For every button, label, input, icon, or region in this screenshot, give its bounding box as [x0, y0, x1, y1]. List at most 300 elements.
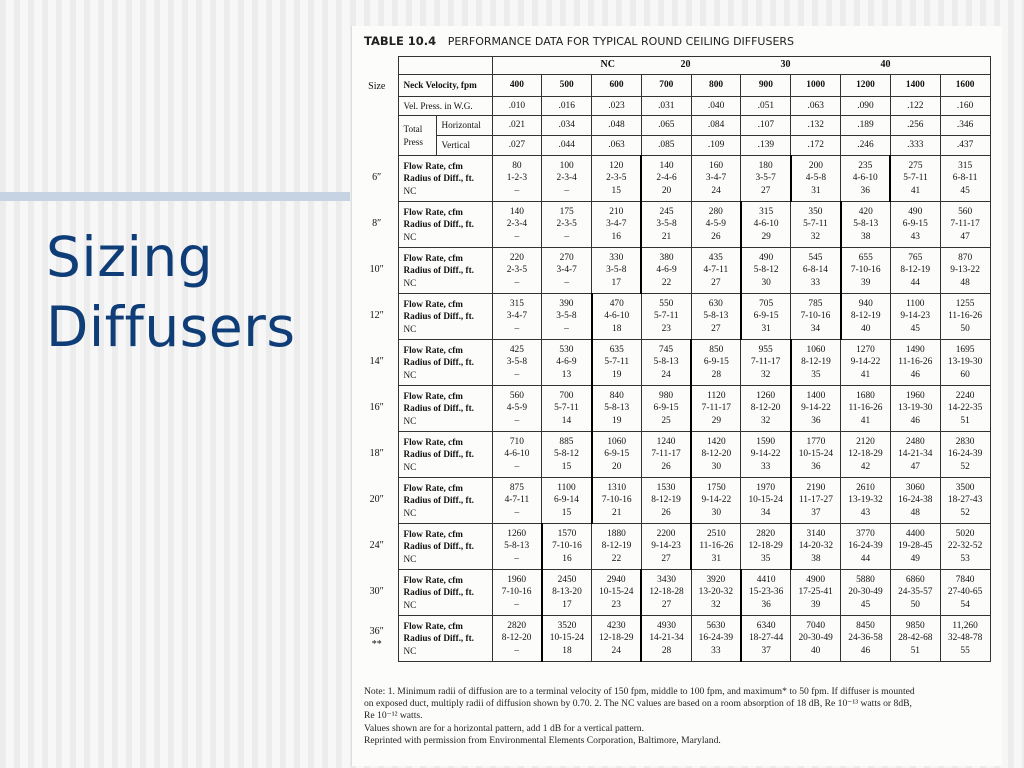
nc-value: 54	[960, 599, 970, 610]
flow-rate-value: 1270	[856, 344, 875, 355]
row-label: Radius of Diff., ft.	[403, 587, 474, 598]
nc-value: 36	[860, 185, 870, 196]
nc-value: 44	[860, 553, 871, 564]
size-row	[356, 570, 990, 616]
performance-cell	[940, 156, 990, 202]
flow-rate-value: 4230	[606, 620, 626, 631]
row-labels	[398, 478, 492, 524]
nc-value: –	[514, 553, 519, 564]
flow-rate-value: 220	[509, 252, 524, 263]
row-label: Radius of Diff., ft.	[403, 633, 474, 644]
flow-rate-value: 1680	[856, 390, 875, 401]
nc-value: 20	[612, 461, 622, 472]
horizontal-press-row	[356, 116, 990, 136]
row-label: Radius of Diff., ft.	[403, 173, 474, 184]
performance-cell	[791, 340, 841, 386]
radius-value: 15-23-36	[748, 587, 784, 598]
performance-cell	[741, 478, 791, 524]
performance-cell	[791, 524, 841, 570]
performance-cell	[741, 570, 791, 616]
radius-value: 5-7-11	[653, 311, 679, 322]
performance-cell	[890, 616, 940, 662]
radius-value: 28-42-68	[898, 633, 933, 644]
performance-cell	[542, 156, 592, 202]
flow-rate-value: 3430	[657, 574, 676, 585]
nc-value: 51	[910, 645, 920, 656]
flow-rate-value: 5020	[955, 528, 975, 539]
performance-cell	[592, 156, 642, 202]
radius-value: 16-24-39	[848, 541, 883, 552]
performance-cell	[542, 570, 592, 616]
radius-value: 8-12-20	[750, 403, 781, 414]
row-label: Flow Rate, cfm	[403, 160, 463, 171]
radius-value: 2-3-4	[556, 173, 577, 184]
size-cell	[356, 386, 398, 432]
nc-value: –	[514, 369, 520, 380]
row-label: Flow Rate, cfm	[403, 528, 463, 539]
radius-value: 11-16-26	[898, 357, 933, 368]
nc-value: 50	[960, 323, 970, 334]
neck-velocity-value: 1200	[841, 75, 891, 97]
radius-value: 3-5-7	[755, 173, 776, 184]
horizontal-press-value: .256	[890, 116, 940, 136]
radius-value: 8-12-20	[501, 633, 532, 644]
radius-value: 3-5-8	[656, 219, 677, 230]
performance-cell	[741, 524, 791, 570]
nc-value: 47	[910, 461, 920, 472]
size-row	[356, 524, 990, 570]
nc-value: 45	[960, 185, 970, 196]
flow-rate-value: 1240	[656, 436, 676, 447]
radius-value: 8-12-19	[651, 495, 681, 506]
radius-value: 14-20-32	[798, 541, 834, 552]
size-value: 30″	[369, 586, 384, 598]
performance-cell	[592, 524, 642, 570]
size-header: Size	[368, 80, 386, 92]
nc-value: 33	[760, 461, 771, 472]
nc-value: 36	[761, 599, 771, 610]
performance-cell	[940, 248, 990, 294]
flow-rate-value: 560	[509, 390, 524, 401]
row-labels	[398, 570, 492, 616]
nc-value: 35	[760, 553, 771, 564]
nc-value: –	[514, 323, 520, 334]
radius-value: 11-17-27	[798, 495, 833, 506]
title-divider-band	[0, 192, 350, 201]
performance-cell	[741, 340, 791, 386]
performance-cell	[542, 294, 592, 340]
horizontal-press-value: .132	[791, 116, 841, 136]
performance-cell	[542, 478, 592, 524]
radius-value: 5-8-12	[753, 265, 779, 276]
row-labels	[398, 524, 492, 570]
row-label: NC	[403, 507, 417, 518]
flow-rate-value: 315	[958, 160, 973, 171]
vel-press-value: .090	[841, 97, 891, 116]
nc-value: 30	[711, 461, 722, 472]
nc-value: 32	[760, 369, 771, 380]
radius-value: 3-5-8	[606, 265, 627, 276]
nc-value: 32	[810, 231, 821, 242]
nc-value: 24	[611, 645, 621, 656]
slide-title	[46, 222, 346, 362]
size-value: 12″	[369, 310, 384, 322]
nc-value: 45	[860, 599, 871, 610]
performance-cell	[841, 570, 891, 616]
radius-value: 8-12-20	[701, 449, 732, 460]
performance-cell	[492, 294, 542, 340]
radius-value: 16-24-39	[698, 633, 734, 644]
nc-value: 19	[612, 369, 622, 380]
flow-rate-value: 140	[659, 160, 674, 171]
row-label: Flow Rate, cfm	[403, 436, 463, 447]
performance-cell	[492, 340, 542, 386]
flow-rate-value: 380	[659, 252, 674, 263]
radius-value: 9-14-22	[850, 357, 881, 368]
performance-cell	[542, 432, 592, 478]
row-label: NC	[403, 461, 417, 472]
flow-rate-value: 275	[908, 160, 923, 171]
performance-cell	[592, 570, 642, 616]
size-cell	[356, 202, 398, 248]
flow-rate-value: 1530	[656, 482, 676, 493]
performance-cell	[890, 294, 940, 340]
radius-value: 4-7-11	[504, 495, 530, 506]
neck-velocity-value: 1400	[890, 75, 940, 97]
neck-velocity-value: 500	[542, 75, 592, 97]
radius-value: 11-16-26	[948, 311, 983, 322]
flow-rate-value: 4900	[806, 574, 826, 585]
performance-cell	[741, 248, 791, 294]
nc-value: 34	[760, 507, 771, 518]
radius-value: 5-8-13	[653, 357, 679, 368]
radius-value: 2-3-5	[606, 173, 627, 184]
neck-velocity-value: 1000	[791, 75, 841, 97]
performance-cell	[641, 156, 691, 202]
radius-value: 10-15-24	[798, 449, 834, 460]
vertical-press-value: .139	[741, 136, 791, 156]
nc-value: 27	[711, 277, 721, 288]
flow-rate-value: 2200	[656, 528, 676, 539]
horizontal-press-value: .084	[691, 116, 741, 136]
performance-cell	[492, 616, 542, 662]
radius-value: 1-2-3	[506, 173, 528, 184]
row-label: NC	[403, 185, 417, 196]
flow-rate-value: 1490	[905, 344, 925, 355]
size-row	[356, 478, 990, 524]
performance-cell	[890, 386, 940, 432]
flow-rate-value: 2190	[806, 482, 826, 493]
radius-value: 2-4-6	[656, 173, 677, 184]
flow-rate-value: 1770	[806, 436, 826, 447]
table-number: TABLE 10.4	[364, 34, 437, 48]
nc-value: 31	[761, 323, 771, 334]
radius-value: 4-5-8	[805, 173, 827, 184]
row-label: Flow Rate, cfm	[403, 482, 463, 493]
flow-rate-value: 270	[559, 252, 574, 263]
size-value: 8″	[372, 218, 382, 230]
radius-value: 6-9-15	[604, 449, 630, 460]
performance-cell	[791, 616, 841, 662]
flow-rate-value: 425	[509, 344, 524, 355]
radius-value: 4-6-10	[753, 219, 779, 230]
performance-cell	[841, 156, 891, 202]
nc-value: 27	[760, 185, 771, 196]
row-label: NC	[403, 323, 417, 334]
vertical-press-value: .109	[691, 136, 741, 156]
radius-value: 24-35-57	[898, 587, 933, 598]
nc-value: 21	[612, 507, 622, 518]
flow-rate-value: 840	[609, 390, 624, 401]
nc-value: 15	[611, 185, 621, 196]
row-label: Radius of Diff., ft.	[403, 541, 474, 552]
nc-value: 35	[811, 369, 821, 380]
performance-cell	[641, 524, 691, 570]
row-labels	[398, 340, 492, 386]
nc-value: 24	[661, 369, 671, 380]
flow-rate-value: 7840	[955, 574, 975, 585]
flow-rate-value: 2480	[905, 436, 925, 447]
row-label: Flow Rate, cfm	[403, 574, 463, 585]
row-label: NC	[403, 369, 417, 380]
flow-rate-value: 2820	[756, 528, 775, 539]
performance-cell	[592, 432, 642, 478]
performance-cell	[841, 202, 891, 248]
nc-value: –	[514, 185, 520, 196]
performance-cell	[890, 156, 940, 202]
flow-rate-value: 330	[609, 252, 624, 263]
nc-value: 17	[562, 599, 572, 610]
radius-value: 6-9-15	[653, 403, 679, 414]
neck-velocity-value: 1600	[940, 75, 990, 97]
flow-rate-value: 6340	[756, 620, 776, 631]
nc-value: 31	[711, 553, 722, 564]
performance-cell	[791, 386, 841, 432]
performance-cell	[940, 340, 990, 386]
flow-rate-value: 4930	[657, 620, 676, 631]
radius-value: 20-30-49	[798, 633, 833, 644]
flow-rate-value: 1060	[607, 436, 627, 447]
horizontal-label: Horizontal	[436, 116, 492, 136]
radius-value: 11-16-26	[848, 403, 883, 414]
radius-value: 6-9-14	[553, 495, 579, 506]
performance-cell	[641, 570, 691, 616]
row-labels	[398, 616, 492, 662]
performance-table-body	[356, 57, 990, 662]
performance-cell	[791, 202, 841, 248]
flow-rate-value: 1260	[507, 528, 527, 539]
slide-title-line-2: Diffusers	[46, 295, 296, 359]
performance-cell	[492, 432, 542, 478]
flow-rate-value: 245	[659, 206, 674, 217]
neck-velocity-value: 400	[492, 75, 542, 97]
size-value: 16″	[369, 402, 384, 414]
size-cell	[356, 156, 398, 202]
nc-value: 18	[612, 323, 622, 334]
performance-cell	[542, 340, 592, 386]
radius-value: 12-18-28	[649, 587, 684, 598]
radius-value: 3-5-8	[556, 311, 577, 322]
performance-cell	[691, 294, 741, 340]
nc-value: 36	[811, 461, 821, 472]
row-labels	[398, 156, 492, 202]
flow-rate-value: 545	[808, 252, 823, 263]
flow-rate-value: 315	[759, 206, 774, 217]
note-line: Reprinted with permission from Environmental Elements Corporation, Baltimore, Maryland.	[364, 734, 721, 746]
size-value: 6″	[372, 172, 382, 184]
flow-rate-value: 350	[808, 206, 823, 217]
performance-cell	[890, 478, 940, 524]
radius-value: 8-12-19	[900, 265, 931, 276]
nc-value: –	[514, 461, 520, 472]
flow-rate-value: 1970	[756, 482, 775, 493]
radius-value: 5-8-12	[553, 449, 579, 460]
nc-header-cell	[492, 57, 990, 75]
nc-value: 43	[860, 507, 871, 518]
performance-cell	[841, 340, 891, 386]
performance-cell	[791, 156, 841, 202]
radius-value: 13-19-32	[848, 495, 883, 506]
nc-value: 33	[711, 645, 721, 656]
performance-cell	[691, 524, 741, 570]
flow-rate-value: 1960	[905, 390, 925, 401]
nc-value: –	[564, 185, 570, 196]
nc-value: 45	[910, 323, 920, 334]
neck-velocity-value: 800	[691, 75, 741, 97]
row-label: Radius of Diff., ft.	[403, 495, 474, 506]
size-row	[356, 248, 990, 294]
radius-value: 12-18-29	[599, 633, 634, 644]
row-label: Flow Rate, cfm	[403, 298, 463, 309]
radius-value: 5-8-13	[703, 311, 729, 322]
flow-rate-value: 4410	[756, 574, 776, 585]
row-label: NC	[403, 645, 417, 656]
size-value: 20″	[369, 494, 384, 506]
nc-value: 39	[861, 277, 871, 288]
flow-rate-value: 9850	[905, 620, 925, 631]
flow-rate-value: 2450	[557, 574, 577, 585]
size-note: **	[371, 638, 382, 650]
performance-cell	[592, 340, 642, 386]
performance-cell	[940, 202, 990, 248]
performance-cell	[691, 202, 741, 248]
nc-value: 38	[861, 231, 871, 242]
flow-rate-value: 1695	[955, 344, 975, 355]
performance-cell	[940, 570, 990, 616]
flow-rate-value: 3520	[557, 620, 577, 631]
flow-rate-value: 785	[808, 298, 823, 309]
flow-rate-value: 390	[559, 298, 574, 309]
radius-value: 4-6-9	[556, 357, 577, 368]
radius-value: 2-3-5	[556, 219, 577, 230]
flow-rate-value: 2610	[856, 482, 875, 493]
nc-value: 23	[661, 323, 671, 334]
radius-value: 13-19-30	[898, 403, 933, 414]
vertical-press-value: .085	[641, 136, 691, 156]
radius-value: 6-9-15	[902, 219, 928, 230]
nc-value: 22	[611, 553, 622, 564]
flow-rate-value: 235	[858, 160, 873, 171]
radius-value: 5-7-11	[554, 403, 579, 414]
performance-cell	[592, 248, 642, 294]
row-label: Flow Rate, cfm	[403, 390, 463, 401]
radius-value: 7-11-17	[950, 219, 980, 230]
flow-rate-value: 1570	[557, 528, 577, 539]
vel-press-value: .010	[492, 97, 542, 116]
radius-value: 7-10-16	[850, 265, 881, 276]
flow-rate-value: 1260	[756, 390, 775, 401]
flow-rate-value: 5630	[706, 620, 726, 631]
vertical-label: Vertical	[436, 136, 492, 156]
nc-value: –	[514, 645, 519, 656]
flow-rate-value: 3920	[706, 574, 726, 585]
nc-value: 26	[661, 461, 671, 472]
nc-value: 37	[761, 645, 771, 656]
flow-rate-value: 315	[509, 298, 524, 309]
size-cell	[356, 478, 398, 524]
row-labels	[398, 294, 492, 340]
row-label: Radius of Diff., ft.	[403, 219, 474, 230]
size-value: 18″	[369, 448, 384, 460]
flow-rate-value: 7040	[806, 620, 826, 631]
radius-value: 13-20-32	[698, 587, 734, 598]
performance-cell	[741, 202, 791, 248]
slide-title-line-1: Sizing	[46, 225, 214, 289]
flow-rate-value: 160	[709, 160, 724, 171]
table-notes	[364, 686, 994, 747]
nc-value: 29	[761, 231, 771, 242]
row-label: NC	[403, 415, 417, 426]
nc-value: 22	[661, 277, 672, 288]
performance-cell	[841, 248, 891, 294]
radius-value: 27-40-65	[947, 587, 983, 598]
flow-rate-value: 630	[708, 298, 723, 309]
radius-value: 7-10-16	[501, 587, 532, 598]
performance-cell	[641, 478, 691, 524]
flow-rate-value: 180	[758, 160, 773, 171]
nc-value: 42	[860, 461, 871, 472]
flow-rate-value: 6860	[905, 574, 925, 585]
vel-press-value: .063	[791, 97, 841, 116]
radius-value: 9-13-22	[950, 265, 980, 276]
nc-value: 60	[960, 369, 970, 380]
nc-value: 16	[562, 553, 572, 564]
vertical-press-value: .333	[890, 136, 940, 156]
nc-value: 46	[860, 645, 871, 656]
vel-press-value: .031	[641, 97, 691, 116]
nc-value: 46	[910, 369, 920, 380]
performance-cell	[492, 478, 542, 524]
flow-rate-value: 980	[659, 390, 674, 401]
performance-cell	[691, 248, 741, 294]
nc-value: 13	[561, 369, 572, 380]
vel-press-value: .051	[741, 97, 791, 116]
radius-value: 5-7-11	[803, 219, 828, 230]
horizontal-press-value: .189	[841, 116, 891, 136]
flow-rate-value: 2120	[856, 436, 875, 447]
radius-value: 9-14-22	[750, 449, 781, 460]
performance-cell	[890, 340, 940, 386]
row-label: Radius of Diff., ft.	[403, 311, 474, 322]
table-caption	[364, 34, 794, 48]
size-row	[356, 616, 990, 662]
row-label: Flow Rate, cfm	[403, 252, 463, 263]
nc-value: 44	[910, 277, 920, 288]
radius-value: 6-9-15	[703, 357, 729, 368]
total-press-label: Total Press	[398, 116, 436, 156]
radius-value: 6-8-11	[952, 173, 978, 184]
radius-value: 12-18-29	[748, 541, 783, 552]
